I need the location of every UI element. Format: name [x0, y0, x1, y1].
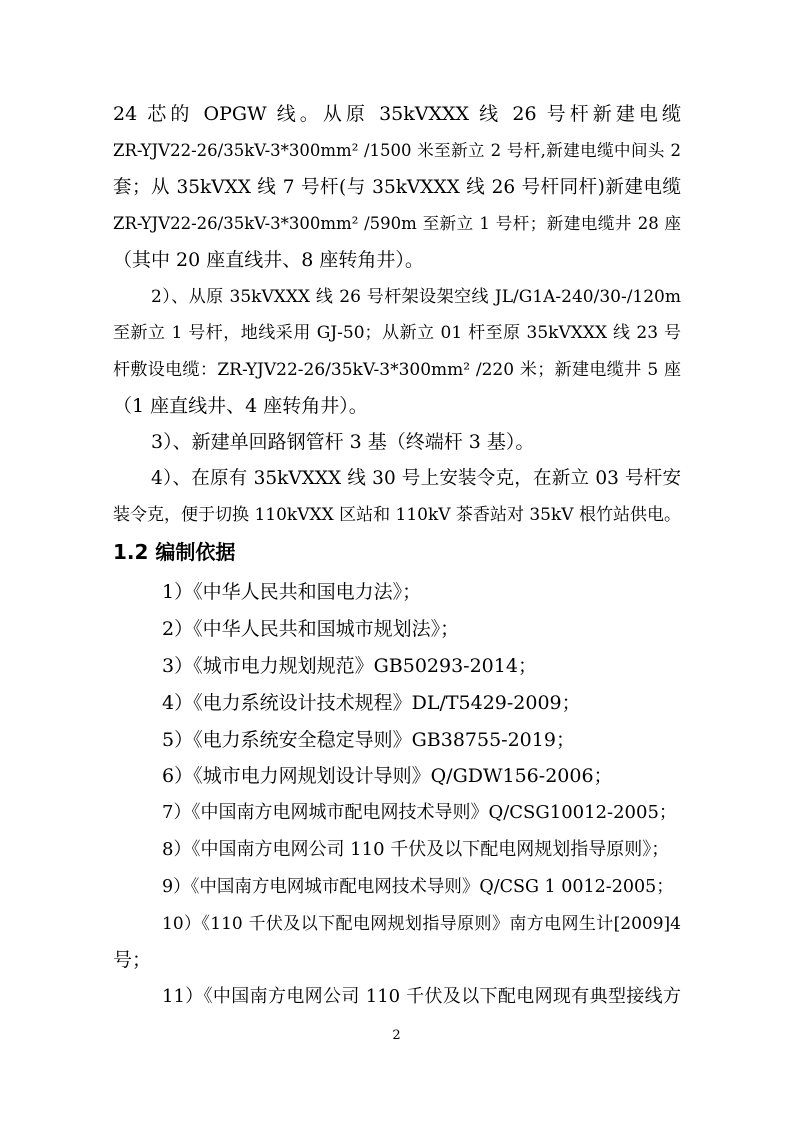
reference-item-9: 9）《中国南方电网城市配电网技术导则》Q/CSG 1 0012-2005； — [162, 877, 674, 897]
reference-item-7: 7）《中国南方电网城市配电网技术导则》Q/CSG10012-2005； — [162, 802, 677, 823]
reference-item-10-continuation: 号； — [113, 949, 152, 971]
body-line-4: ZR-YJV22-26/35kV-3*300mm² /590m 至新立 1 号杆；新建电缆井 28 座 — [113, 214, 681, 233]
body-line-5: （其中 20 座直线井、8 座转角井）。 — [113, 249, 424, 271]
body-line-9: （1 座直线井、4 座转角井）。 — [113, 395, 368, 417]
reference-item-5: 5）《电力系统安全稳定导则》GB38755-2019； — [162, 729, 575, 751]
body-line-12: 装令克，便于切换 110kVXX 区站和 110kV 茶香站对 35kV 根竹站供电。 — [113, 505, 681, 525]
body-line-8: 杆敷设电缆：ZR-YJV22-26/35kV-3*300mm² /220 米；新建电缆井 5 座 — [113, 360, 681, 380]
reference-item-8: 8）《中国南方电网公司 110 千伏及以下配电网规划指导原则》； — [162, 839, 670, 860]
reference-item-10: 10）《110 千伏及以下配电网规划指导原则》南方电网生计[2009]4 — [162, 914, 681, 934]
page-number: 2 — [392, 1028, 401, 1043]
body-line-11: 4）、在原有 35kVXXX 线 30 号上安装令克，在新立 03 号杆安 — [151, 468, 681, 489]
reference-item-4: 4）《电力系统设计技术规程》DL/T5429-2009； — [162, 692, 581, 714]
reference-item-11: 11）《中国南方电网公司 110 千伏及以下配电网现有典型接线方 — [162, 986, 681, 1007]
body-line-7: 至新立 1 号杆，地线采用 GJ-50；从新立 01 杆至原 35kVXXX 线 23 号 — [113, 323, 681, 343]
body-line-1: 24 芯的 OPGW 线。从原 35kVXXX 线 26 号杆新建电缆 — [113, 103, 681, 125]
body-line-6: 2）、从原 35kVXXX 线 26 号杆架设架空线 JL/G1A-240/30-/120m — [151, 287, 681, 307]
reference-item-3: 3）《城市电力规划规范》GB50293-2014； — [162, 655, 537, 677]
body-line-3: 套；从 35kVXX 线 7 号杆(与 35kVXXX 线 26 号杆同杆)新建电缆 — [113, 177, 681, 198]
reference-item-2: 2）《中华人民共和国城市规划法》； — [162, 618, 460, 640]
body-line-2: ZR-YJV22-26/35kV-3*300mm² /1500 米至新立 2 号杆,新建电缆中间头 2 — [113, 141, 681, 160]
body-line-10: 3）、新建单回路钢管杆 3 基（终端杆 3 基）。 — [151, 431, 535, 453]
section-heading: 1.2 编制依据 — [113, 540, 236, 564]
reference-item-1: 1）《中华人民共和国电力法》； — [162, 581, 422, 603]
reference-item-6: 6）《城市电力网规划设计导则》Q/GDW156-2006； — [162, 765, 613, 787]
